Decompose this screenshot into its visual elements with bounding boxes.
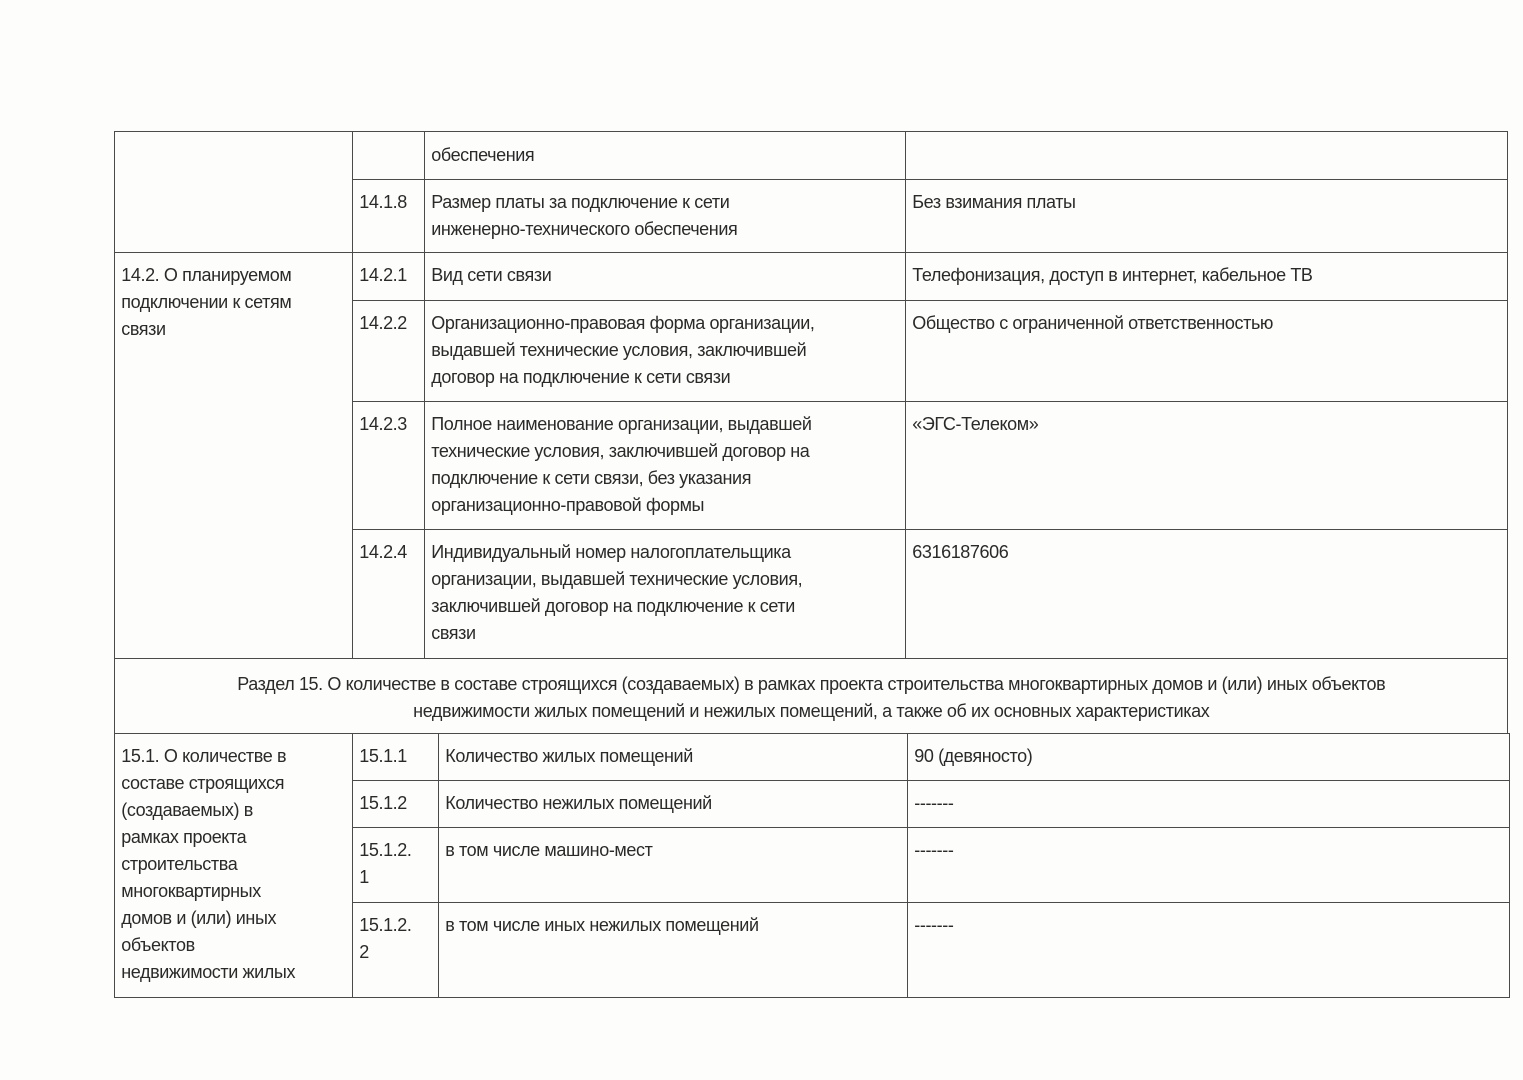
row-value: Телефонизация, доступ в интернет, кабельное ТВ: [905, 252, 1508, 301]
group-cell-empty: [114, 131, 353, 253]
row-value: 90 (девяносто): [907, 733, 1510, 781]
row-label: в том числе иных нежилых помещений: [438, 902, 908, 998]
row-number: [352, 131, 425, 180]
row-number: 15.1.2: [352, 780, 439, 828]
row-label: Организационно-правовая форма организации, выдавшей технические условия, заключившей договор на подключение к сети связи: [424, 300, 906, 402]
row-value: «ЭГС-Телеком»: [905, 401, 1508, 530]
row-label: Количество жилых помещений: [438, 733, 908, 781]
row-label: обеспечения: [424, 131, 906, 180]
section-15-heading: Раздел 15. О количестве в составе строящихся (создаваемых) в рамках проекта строительства многоквартирных домов и (или) иных объектов недвижимости жилых помещений и нежилых помещений, а также об их основных характеристиках: [114, 658, 1508, 734]
row-number: 14.2.3: [352, 401, 425, 530]
row-value: Без взимания платы: [905, 179, 1508, 253]
row-label: Полное наименование организации, выдавшей технические условия, заключившей договор на подключение к сети связи, без указания организационно-правовой формы: [424, 401, 906, 530]
row-number: 14.2.4: [352, 529, 425, 659]
row-label: Вид сети связи: [424, 252, 906, 301]
group-title: 15.1. О количестве в составе строящихся (создаваемых) в рамках проекта строительства многоквартирных домов и (или) иных объектов недвижимости жилых: [114, 733, 353, 998]
row-label: в том числе машино-мест: [438, 827, 908, 903]
row-value: -------: [907, 827, 1510, 903]
row-value: 6316187606: [905, 529, 1508, 659]
row-value: -------: [907, 902, 1510, 998]
row-number: 14.2.1: [352, 252, 425, 301]
row-number: 15.1.2. 2: [352, 902, 439, 998]
row-number: 14.1.8: [352, 179, 425, 253]
row-value: [905, 131, 1508, 180]
row-label: Количество нежилых помещений: [438, 780, 908, 828]
row-number: 14.2.2: [352, 300, 425, 402]
group-title: 14.2. О планируемом подключении к сетям связи: [114, 252, 353, 659]
row-number: 15.1.2. 1: [352, 827, 439, 903]
row-value: Общество с ограниченной ответственностью: [905, 300, 1508, 402]
row-label: Индивидуальный номер налогоплательщика организации, выдавшей технические условия, заключившей договор на подключение к сети связи: [424, 529, 906, 659]
row-label: Размер платы за подключение к сети инженерно-технического обеспечения: [424, 179, 906, 253]
row-number: 15.1.1: [352, 733, 439, 781]
row-value: -------: [907, 780, 1510, 828]
